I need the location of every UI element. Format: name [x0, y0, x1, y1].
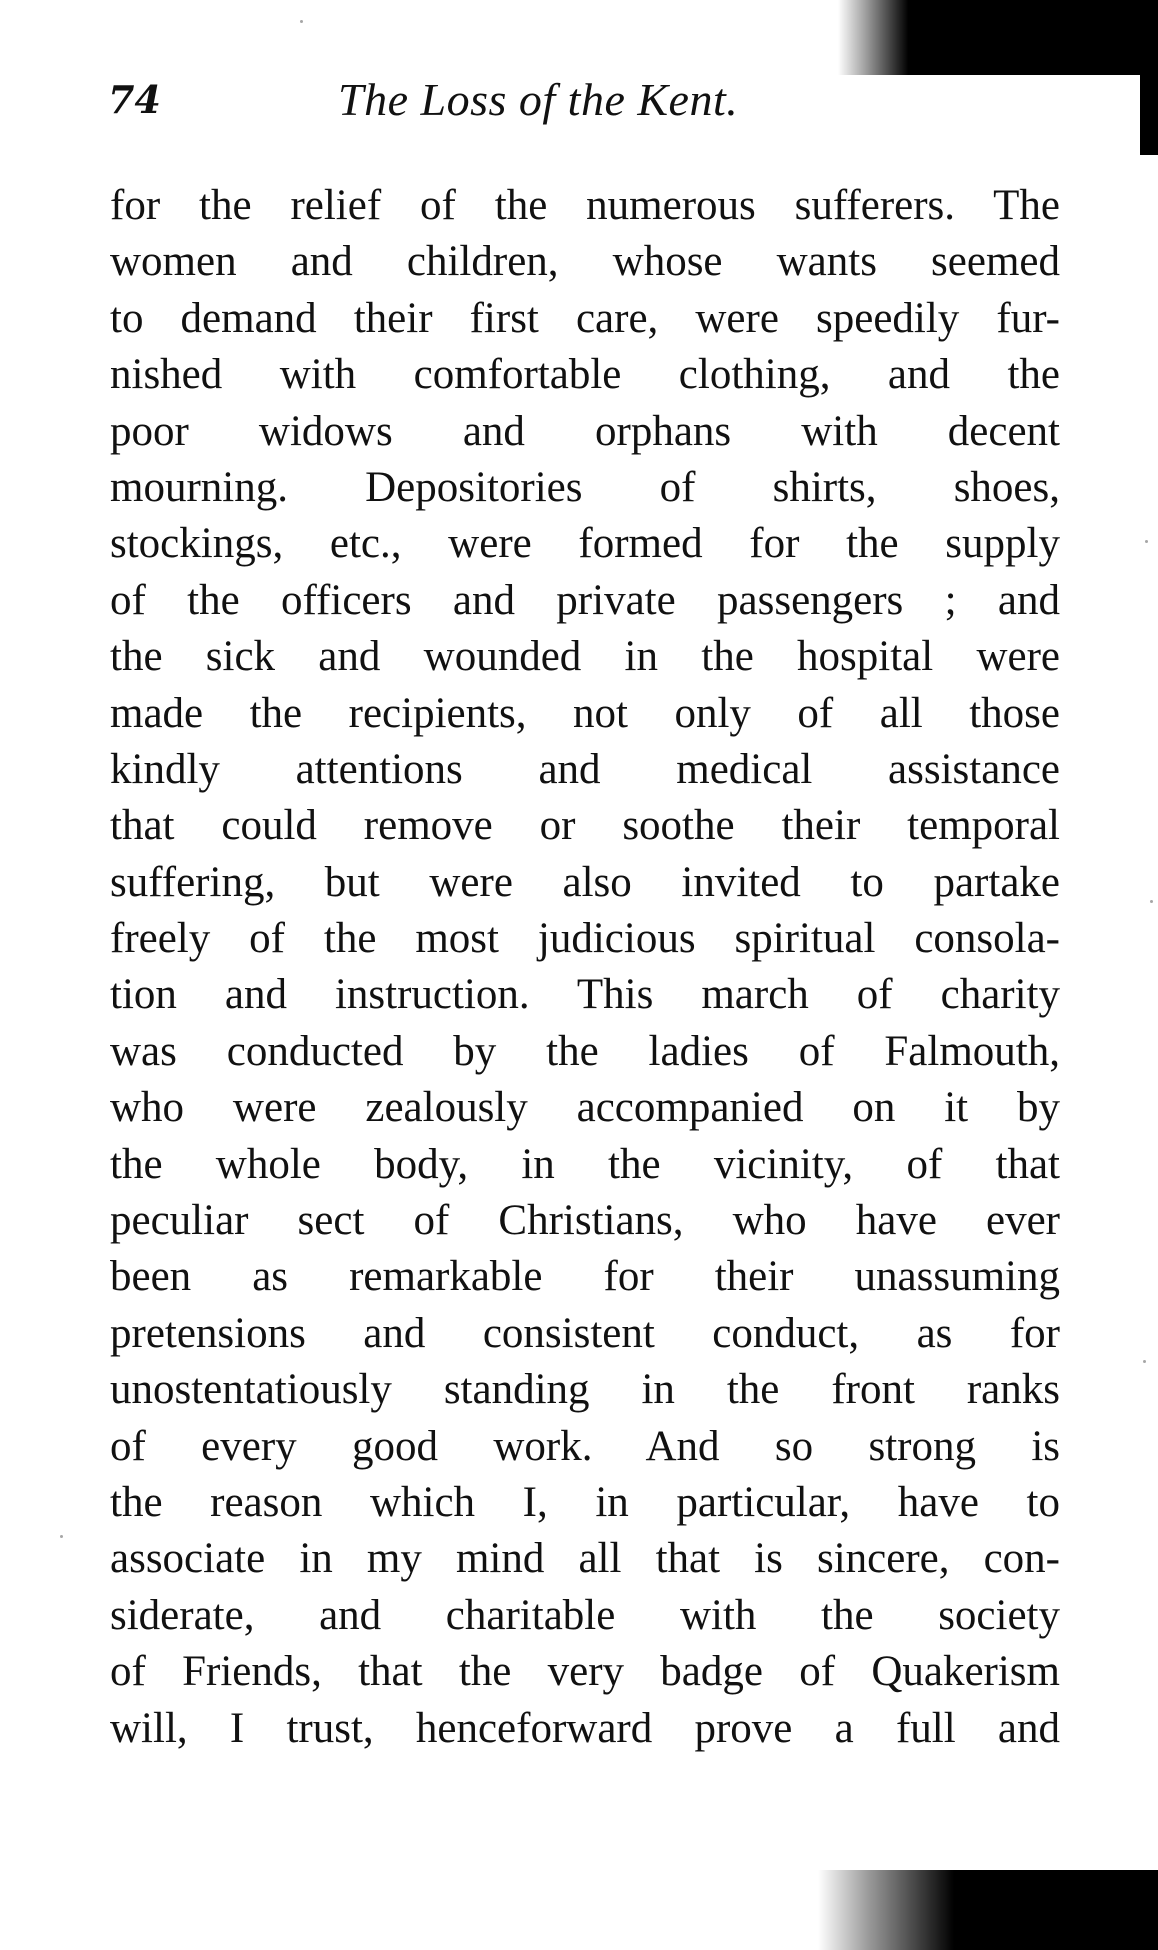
text-line: siderate, and charitable with the society: [110, 1591, 1060, 1639]
scan-dark-edge-bottom: [818, 1870, 1158, 1950]
scan-speck: [60, 1535, 63, 1538]
text-line: stockings, etc., were formed for the supply: [110, 520, 1060, 568]
running-title: The Loss of the Kent.: [338, 74, 739, 125]
page-number: 74: [108, 77, 161, 122]
text-line: women and children, whose wants seemed: [110, 238, 1060, 286]
text-line: suffering, but were also invited to partake: [110, 858, 1060, 906]
text-line: for the relief of the numerous sufferers. The: [110, 182, 1060, 229]
text-line: who were zealously accompanied on it by: [110, 1084, 1060, 1132]
text-line: of Friends, that the very badge of Quakerism: [110, 1648, 1060, 1696]
text-line: will, I trust, henceforward prove a full and: [110, 1704, 1060, 1752]
scan-speck: [1150, 900, 1153, 903]
text-line: the sick and wounded in the hospital were: [110, 633, 1060, 681]
text-line: that could remove or soothe their temporal: [110, 802, 1060, 850]
text-line: pretensions and consistent conduct, as for: [110, 1309, 1060, 1357]
scan-speck: [300, 20, 303, 23]
body-paragraph: [110, 178, 1060, 1757]
scan-speck: [1145, 540, 1148, 543]
text-line: associate in my mind all that is sincere, con-: [110, 1535, 1060, 1583]
text-line: poor widows and orphans with decent: [110, 407, 1060, 455]
text-line: nished with comfortable clothing, and the: [110, 351, 1060, 399]
text-line: been as remarkable for their unassuming: [110, 1253, 1060, 1301]
scan-dark-edge-right: [1140, 70, 1158, 155]
text-line: to demand their first care, were speedily fur-: [110, 294, 1060, 342]
page-header: [108, 70, 1068, 140]
text-line: unostentatiously standing in the front ranks: [110, 1366, 1060, 1414]
text-line: the whole body, in the vicinity, of that: [110, 1140, 1060, 1188]
text-line: tion and instruction. This march of charity: [110, 971, 1060, 1019]
text-line: kindly attentions and medical assistance: [110, 745, 1060, 793]
text-line: mourning. Depositories of shirts, shoes,: [110, 463, 1060, 511]
text-line: peculiar sect of Christians, who have ever: [110, 1197, 1060, 1245]
scan-speck: [1143, 1360, 1146, 1363]
text-line: freely of the most judicious spiritual consola-: [110, 915, 1060, 963]
text-line: of the officers and private passengers ; and: [110, 576, 1060, 624]
text-line: made the recipients, not only of all those: [110, 689, 1060, 737]
text-line: was conducted by the ladies of Falmouth,: [110, 1027, 1060, 1075]
text-line: of every good work. And so strong is: [110, 1422, 1060, 1470]
text-line: the reason which I, in particular, have to: [110, 1478, 1060, 1526]
scan-dark-edge-top: [838, 0, 1158, 75]
